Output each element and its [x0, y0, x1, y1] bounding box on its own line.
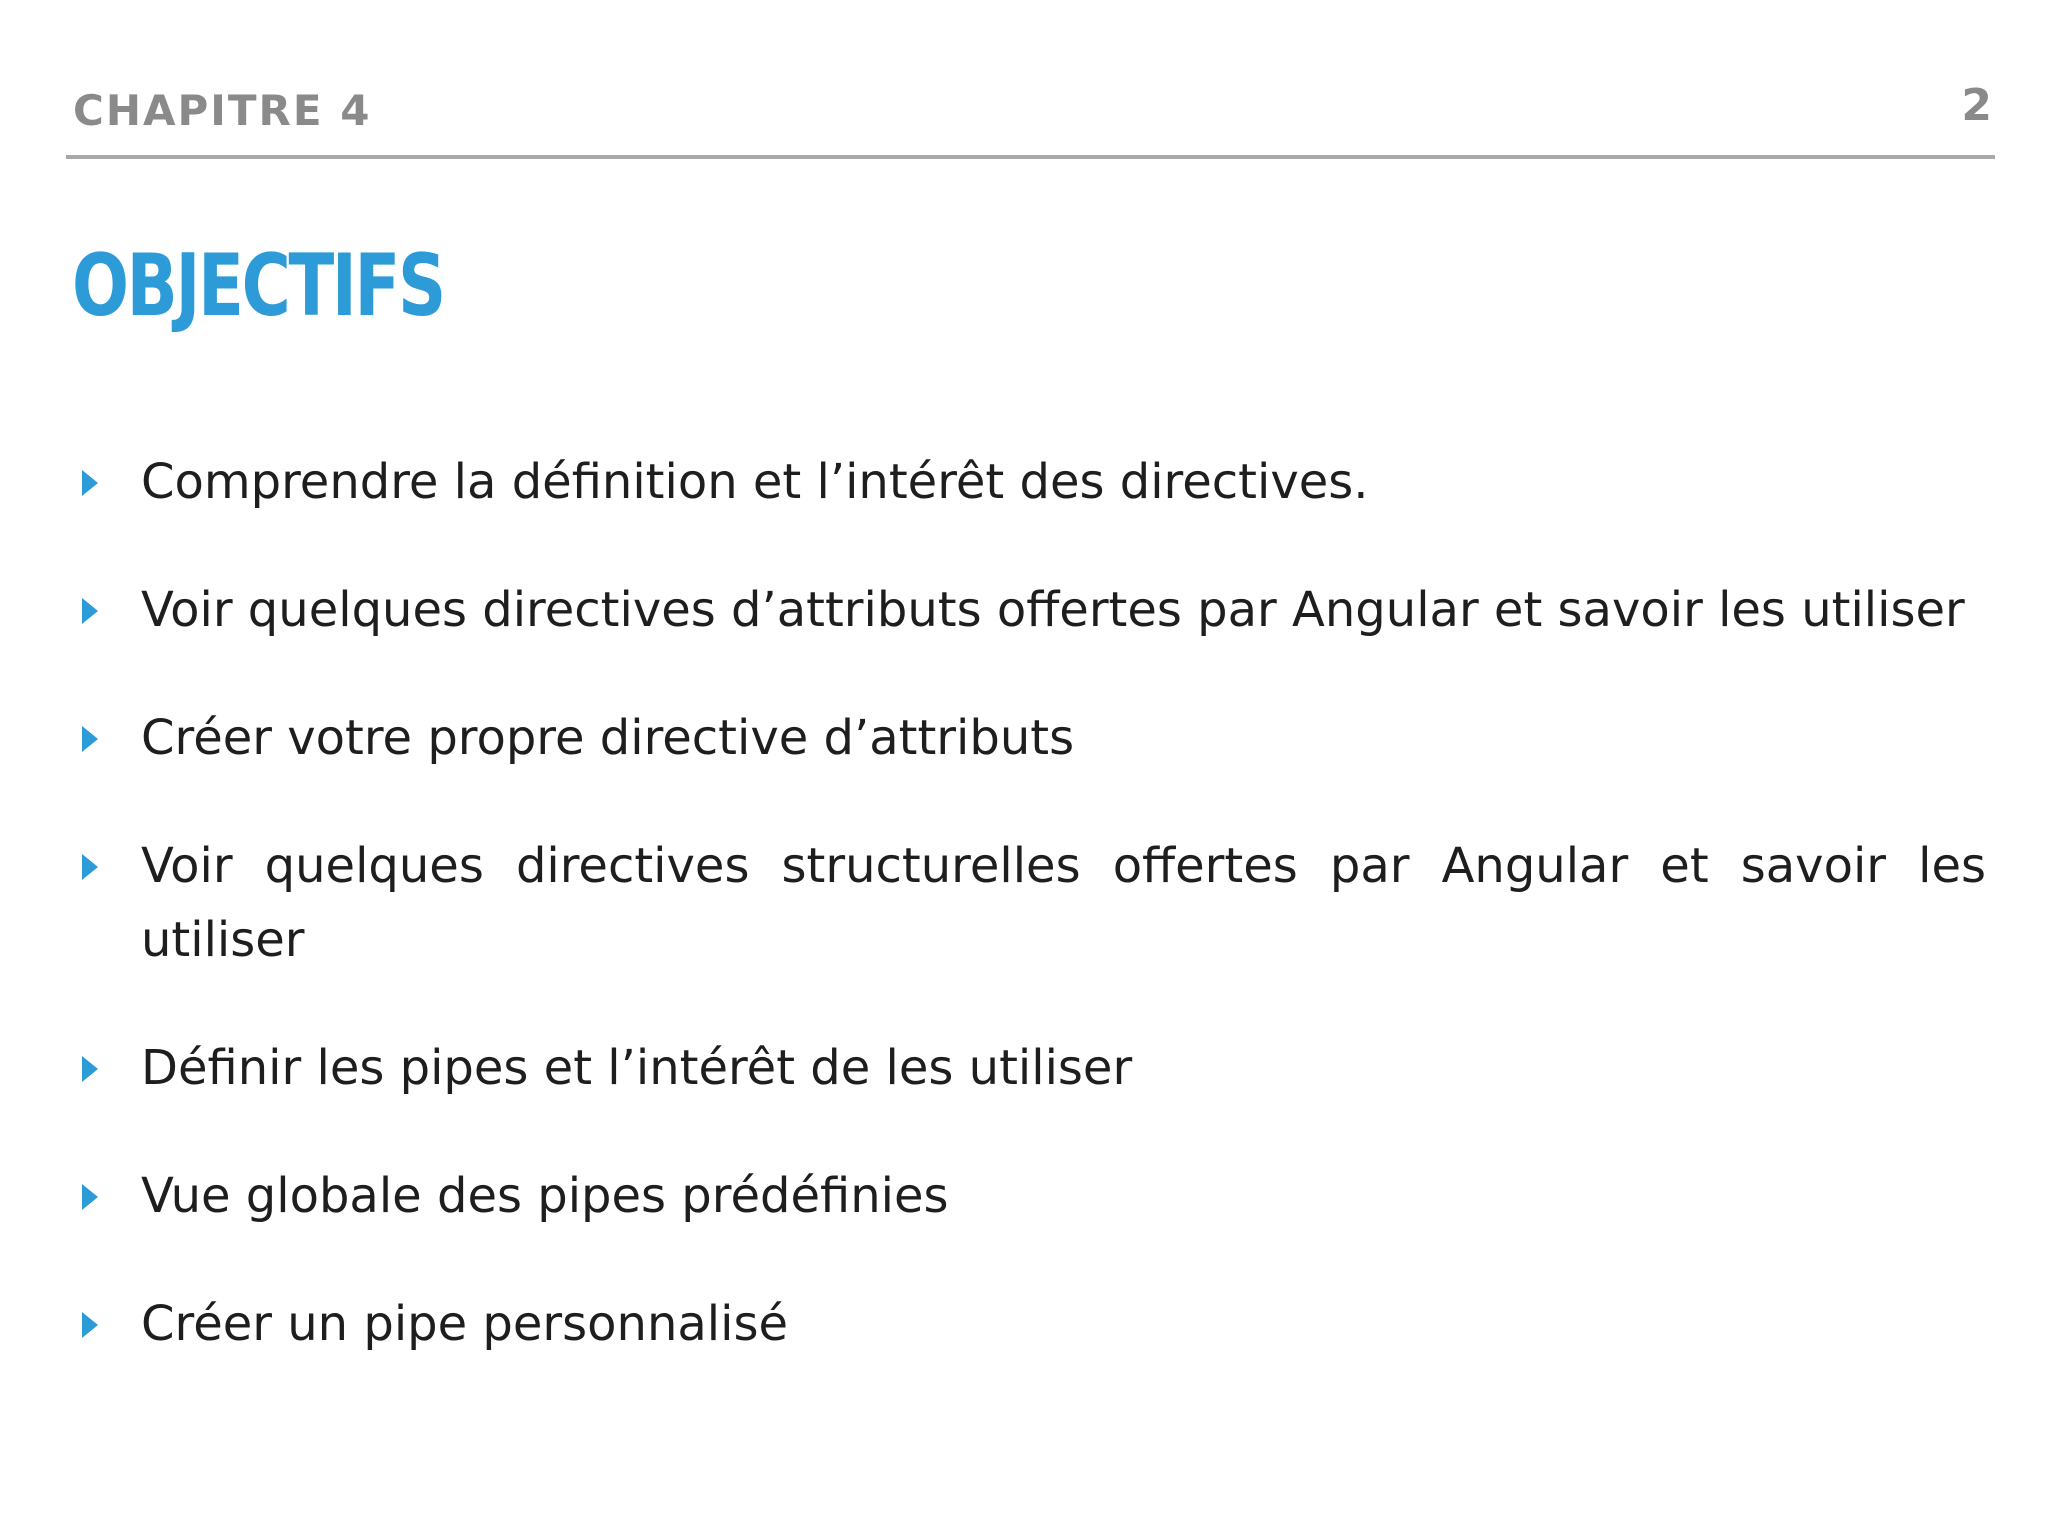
- slide-header: [66, 70, 1994, 160]
- triangle-right-icon: [82, 1184, 98, 1210]
- list-item: [76, 573, 1986, 647]
- list-item-text: Vue globale des pipes prédéfinies: [141, 1168, 949, 1224]
- list-item-text: Créer un pipe personnalisé: [141, 1296, 788, 1352]
- triangle-right-icon: [82, 470, 98, 496]
- objectives-list: [76, 445, 1986, 1415]
- chapter-label: CHAPITRE 4: [73, 86, 372, 135]
- header-divider: [66, 155, 1995, 159]
- page-number: 2: [1961, 80, 1992, 131]
- list-item-text: Voir quelques directives d’attributs offertes par Angular et savoir les utiliser: [141, 582, 1965, 638]
- triangle-right-icon: [82, 1312, 98, 1338]
- list-item-text: Créer votre propre directive d’attributs: [141, 710, 1075, 766]
- list-item-text: Définir les pipes et l’intérêt de les utiliser: [141, 1040, 1133, 1096]
- triangle-right-icon: [82, 598, 98, 624]
- triangle-right-icon: [82, 854, 98, 880]
- list-item: [76, 829, 1986, 977]
- triangle-right-icon: [82, 1056, 98, 1082]
- list-item: [76, 1159, 1986, 1233]
- list-item-text: Voir quelques directives structurelles offertes par Angular et savoir les utiliser: [141, 838, 1986, 968]
- list-item: [76, 1031, 1986, 1105]
- list-item: [76, 1287, 1986, 1361]
- triangle-right-icon: [82, 726, 98, 752]
- slide-title: OBJECTIFS: [72, 236, 444, 336]
- list-item: [76, 701, 1986, 775]
- list-item-text: Comprendre la définition et l’intérêt des directives.: [141, 454, 1369, 510]
- list-item: [76, 445, 1986, 519]
